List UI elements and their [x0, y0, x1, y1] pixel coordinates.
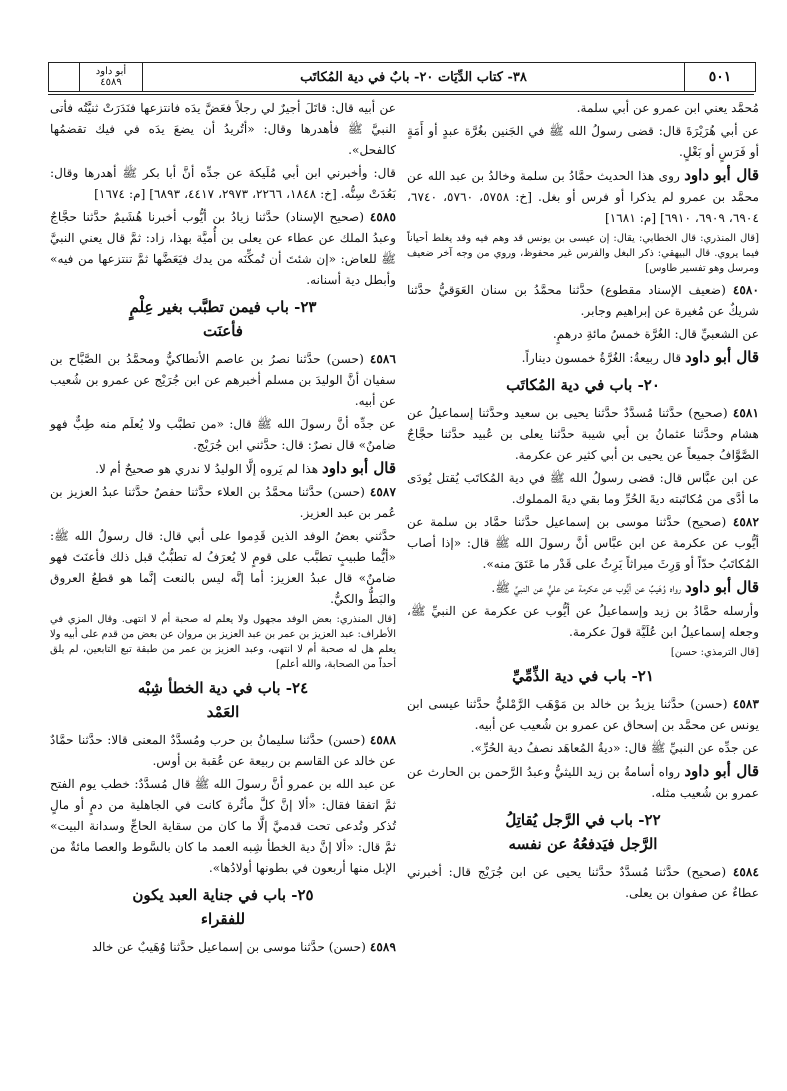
hadith [407, 280, 759, 322]
hadith-number: ٤٥٨٢ [732, 515, 760, 529]
hadith-text: (صحيح) حدَّثنا مُسدَّدٌ حدَّثنا يحيى بن سعيد وحدَّثنا إسماعيلُ عن هشام وحدَّثنا عثمانُ بن أبي شيبة حدَّثنا يعلى بن عُبيد حدَّثنا حجَّاجٌ الصَّوَّافُ جميعاً عن يحيى بن أبي كثير عن عكرمة. [407, 406, 759, 462]
chapter-heading-line: فأعنَت [203, 322, 243, 340]
hadith [50, 207, 396, 291]
paragraph: عن جدِّه عن النبيِّ ﷺ قال: «ديةُ المُعاهَد نصفُ دية الحُرِّ». [470, 741, 759, 755]
chapter-heading: ٢١- باب في دية الذِّمِّيِّ [512, 667, 654, 685]
hadith [50, 349, 396, 412]
chapter-heading [50, 676, 396, 724]
hadith [407, 694, 759, 736]
chapter-heading [50, 883, 396, 931]
paragraph [407, 577, 759, 599]
paragraph-text: رواه أسامةُ بن زيد الليثيُّ وعبدُ الرَّحمن بن الحارث عن عمرو بن شُعيب مثله. [407, 765, 759, 800]
header-book-cell [80, 63, 143, 91]
paragraph [407, 165, 759, 229]
hadith-number: ٤٥٨٤ [732, 865, 759, 879]
hadith-text: (ضعيف الإسناد مقطوع) حدَّثنا محمَّدُ بن سنان العَوَقيُّ حدَّثنا شريكٌ عن مُغيرة عن إبراهيم وجابر. [407, 283, 759, 318]
paragraph: حدَّثني بعضُ الوفد الذين قَدِموا على أبي قال: قال رسولُ الله ﷺ: «أيُّما طبيبٍ تطبَّب على قومٍ لا يُعرَفُ له تطبُّبٌ قبل ذلك فأعنَتَ فهو ضامنٌ» قال عبدُ العزيز: أما إنَّه ليس بالنعت إنَّما هو قطعُ العروق والبَطُّ والكيُّ. [50, 529, 396, 606]
qala-abu-dawud: قال أبو داود [322, 459, 396, 477]
chapter-heading-line: ٢٣- باب فيمن تطبَّب بغير عِلْمٍ [129, 298, 317, 316]
chapter-heading: ٢٠- باب في دية المُكاتَب [506, 376, 660, 394]
paragraph [407, 761, 759, 804]
qala-abu-dawud: قال أبو داود [684, 762, 760, 780]
paragraph: قال: وأخبرني ابن أبي مُلَيكة عن جدِّه أنَّ أبا بكر ﷺ أهدرها وقال: بَعُدَتْ سِنُّه. [خ: ١٨٤٨، ٢٢٦٦، ٢٩٧٣، ٤٤١٧، ٦٨٩٣] [م: ١٦٧٤] [50, 166, 396, 201]
paragraph-text: روى هذا الحديث حمَّادُ بن سلمة وخالدُ بن عبد الله عن محمَّد بن عمرو لم يذكرا أو فرس أو بغل. [خ: ٥٧٥٨، ٥٧٦٠، ٦٧٤٠، ٦٩٠٤، ٦٩٠٩، ٦٩١٠] [م: ١٦٨١] [407, 169, 760, 225]
chapter-heading-line: ٢٥- باب في جناية العبد يكون [132, 886, 314, 904]
qala-abu-dawud: قال أبو داود [684, 166, 759, 184]
hadith-number: ٤٥٨٨ [369, 733, 397, 747]
hadith-number: ٤٥٨٣ [732, 697, 760, 711]
hadith [50, 937, 396, 958]
paragraph-text: قال ربيعةُ: الغُرَّةُ خمسون ديناراً. [521, 351, 682, 365]
header-hadith-number: ٤٥٨٩ [100, 77, 122, 88]
chapter-heading-line: ٢٤- باب في دية الخطأ شِبْه [137, 679, 309, 697]
paragraph-text: رواه وُهَيبٌ عن أيُّوب عن عكرمة عن عليٍّ عن النبيِّ ﷺ. [491, 581, 682, 595]
chapter-heading [50, 295, 396, 343]
paragraph-text: هذا لم يَروه إلَّا الوليدُ لا ندري هو صحيحٌ أم لا. [95, 462, 319, 476]
hadith-text: (صحيح الإسناد) حدَّثنا زيادُ بن أيُّوب أخبرنا هُشَيمٌ حدَّثنا حجَّاجٌ وعبدُ الملك عن عطاء عن يعلى بن أُميَّة بهذا، زاد: ثمَّ قال يعني النبيَّ ﷺ للعاض: «إن شئتَ أن تُمكِّنَه من يدك فيَعَضَّها ثمَّ تنتزعها من فيه» وأبطل دية أسنانه. [50, 210, 396, 287]
header-book-name: أبو داود [95, 66, 127, 77]
hadith-text: (حسن) حدَّثنا موسى بن إسماعيل حدَّثنا وُهَيبٌ عن خالد [92, 940, 366, 954]
header-chapter-title: ٣٨- كتاب الدِّيَات ٢٠- بابٌ في دية المُكاتَب [143, 63, 685, 91]
qala-abu-dawud: قال أبو داود [685, 578, 759, 596]
paragraph: وأرسله حمَّادُ بن زيد وإسماعيلُ عن أيُّوب عن عكرمة عن النبيِّ ﷺ، وجعله إسماعيلُ ابن عُلَيَّة قولَ عكرمة. [407, 604, 759, 639]
chapter-heading-line: للفقراء [200, 910, 246, 928]
hadith-number: ٤٥٨١ [732, 406, 759, 420]
footnote: [قال المنذري: قال الخطابي: يقال: إن عيسى بن يونس قد وهم فيه وقد يغلط أحياناً فيما يروي. قال البيهقي: ذكر البغل والفرس غير محفوظ، وروي من وجه آخر ضعيف ومرسل وهو تفسير طاوس] [407, 233, 759, 274]
hadith [50, 730, 396, 772]
paragraph: عن أبي هُرَيْرَةَ قال: قضى رسولُ الله ﷺ في الجَنين بغُرَّة عبدٍ أو أَمَةٍ أو فَرَسٍ أو بَغْلٍ. [407, 124, 759, 159]
right-column [407, 98, 759, 906]
header-rule [48, 94, 754, 95]
qala-abu-dawud: قال أبو داود [685, 348, 759, 366]
hadith-number: ٤٥٨٩ [369, 940, 396, 954]
hadith-number: ٤٥٨٧ [369, 485, 396, 499]
hadith-text: (صحيح) حدَّثنا مُسدَّدٌ حدَّثنا يحيى عن ابن جُرَيْج قال: أخبرني عطاءٌ عن صفوان بن يعلى. [407, 865, 759, 900]
chapter-heading-line: الرَّجل فيَدفعُهُ عن نفسه [508, 835, 658, 853]
footnote: [قال الترمذي: حسن] [670, 647, 759, 658]
hadith [407, 862, 759, 904]
footnote: [قال المنذري: بعض الوفد مجهول ولا يعلم له صحبة أم لا انتهى. وقال المزي في الأطراف: عبد العزيز بن عمر بن عبد العزيز بن مروان عن بعض من قدم على أبيه ولا يعلم هل له صحبة أم لا انتهى، وعبد العزيز بن عمر من طبقة تبع التابعين، لم يلق أحداً من الصحابة، والله أعلم] [50, 614, 396, 670]
paragraph: عن جدِّه أنَّ رسولَ الله ﷺ قال: «من تطبَّب ولا يُعلَم منه طِبٌّ فهو ضامنٌ» قال نصرٌ: قال: حدَّثني ابن جُرَيْج. [50, 417, 396, 452]
paragraph: مُحمَّد يعني ابن عمرو عن أبي سلمة. [576, 101, 759, 115]
paragraph [407, 347, 759, 369]
hadith-text: (حسن) حدَّثنا يزيدُ بن خالد بن مَوْهَب الرَّمْليُّ حدَّثنا عيسى ابن يونس عن محمَّد بن إسحاق عن عمرو بن شُعيب عن أبيه. [407, 697, 759, 732]
paragraph: عن عبد الله بن عمرو أنَّ رسولَ الله ﷺ قال مُسدَّدٌ: خطب يوم الفتح ثمَّ اتفقا فقال: «ألا إنَّ كلَّ مأثُرة كانت في الجاهلية من دمٍ أو مالٍ تُذكر وتُدعى تحت قدميَّ إلَّا ما كان من سقاية الحاجِّ وسدانة البيت» ثمَّ قال: «ألا إنَّ دية الخطأ شِبه العمد ما كان بالسَّوط والعصا مائةٌ من الإبل منها أربعون في بطونها أولادُها». [50, 777, 396, 875]
header-blank-cell [49, 63, 80, 91]
paragraph: عن أبيه قال: قاتَلَ أجيرٌ لي رجلاً فعَضَّ يدَه فانتزعها فنَدَرَتْ ثنيَّتُه فأتى النبيَّ ﷺ فأهدرها وقال: «أتُريدُ أن يضعَ يدَه في فيك تقضمُها كالفحل». [50, 101, 396, 157]
paragraph: عن ابن عبَّاس قال: قضى رسولُ الله ﷺ في دية المُكاتَب يُقتل يُودَى ما أدَّى من مُكاتَبته ديةَ الحُرِّ وما بقي ديةَ المملوك. [407, 471, 759, 506]
hadith-number: ٤٥٨٦ [369, 352, 397, 366]
paragraph [50, 458, 396, 480]
hadith [407, 512, 759, 575]
hadith-text: (حسن) حدَّثنا سليمانُ بن حرب ومُسدَّدٌ المعنى قالا: حدَّثنا حمَّادٌ عن خالد عن القاسم بن ربيعة عن عُقبة بن أوس. [50, 733, 396, 768]
hadith-text: (صحيح) حدَّثنا موسى بن إسماعيل حدَّثنا حمَّاد بن سلمة عن أيُّوب عن عكرمة عن ابن عبَّاس أنَّ رسولَ الله ﷺ قال: «إذا أصاب المُكاتَبُ حدّاً أو وَرِثَ ميراثاً يَرِثُ على قَدْر ما عَتَقَ منه». [407, 515, 759, 571]
hadith-text: (حسن) حدَّثنا محمَّدُ بن العلاء حدَّثنا حفصٌ حدَّثنا عبدُ العزيز بن عُمر بن عبد العزيز. [50, 485, 396, 520]
chapter-heading [407, 808, 759, 856]
hadith-number: ٤٥٨٠ [732, 283, 759, 297]
hadith [407, 403, 759, 466]
chapter-heading-line: ٢٢- باب في الرَّجل يُقاتِلُ [505, 811, 661, 829]
left-column [50, 98, 396, 960]
paragraph: عن الشعبيِّ قال: الغُرَّة خمسُ مائةِ درهمٍ. [552, 327, 759, 341]
header-page-number: ٥٠١ [708, 69, 732, 85]
hadith-text: (حسن) حدَّثنا نصرُ بن عاصم الأنطاكيُّ ومحمَّدُ بن الصَّبَّاح بن سفيان أنَّ الوليدَ بن مسلم أخبرهم عن ابن جُرَيْج عن عمرو بن شُعيب عن أبيه. [50, 352, 396, 408]
page-header [48, 62, 756, 92]
chapter-heading-line: العَمْد [206, 703, 240, 721]
hadith [50, 482, 396, 524]
hadith-number: ٤٥٨٥ [369, 210, 396, 224]
